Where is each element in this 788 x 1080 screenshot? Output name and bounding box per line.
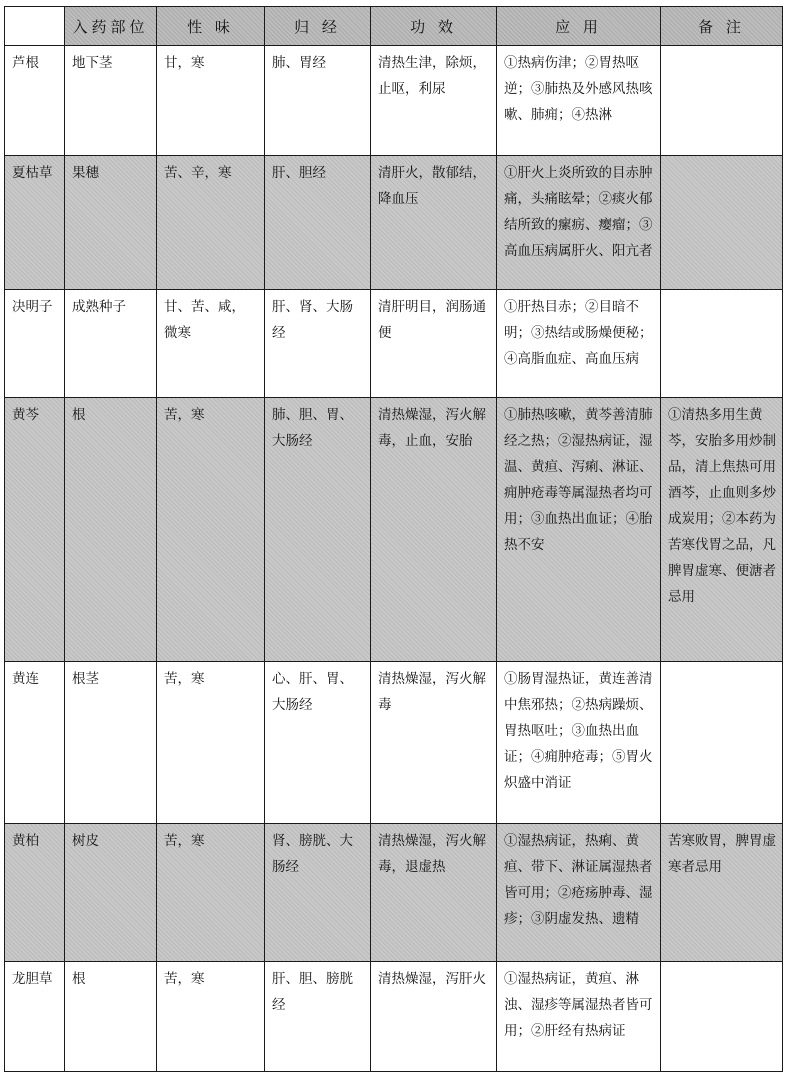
herb-name: 黄柏 bbox=[5, 824, 65, 962]
herb-note bbox=[661, 290, 783, 398]
header-application: 应 用 bbox=[497, 7, 661, 46]
herb-name: 芦根 bbox=[5, 46, 65, 156]
header-row bbox=[5, 7, 783, 46]
herb-application: ①肝热目赤；②目暗不明；③热结或肠燥便秘；④高脂血症、高血压病 bbox=[497, 290, 661, 398]
table-row bbox=[5, 662, 783, 824]
herb-note bbox=[661, 46, 783, 156]
herb-name: 决明子 bbox=[5, 290, 65, 398]
herb-note bbox=[661, 962, 783, 1072]
herb-effect: 清热生津，除烦，止呕，利尿 bbox=[371, 46, 497, 156]
herb-meridian: 肺、胃经 bbox=[265, 46, 371, 156]
herb-application: ①湿热病证，黄疸、淋浊、湿疹等属湿热者皆可用；②肝经有热病证 bbox=[497, 962, 661, 1072]
herb-application: ①肠胃湿热证，黄连善清中焦邪热；②热病躁烦、胃热呕吐；③血热出血证；④痈肿疮毒；⑤胃火炽盛中消证 bbox=[497, 662, 661, 824]
herb-name: 龙胆草 bbox=[5, 962, 65, 1072]
table-row bbox=[5, 824, 783, 962]
header-part: 入药部位 bbox=[65, 7, 157, 46]
header-effect: 功 效 bbox=[371, 7, 497, 46]
herb-meridian: 心、肝、胃、大肠经 bbox=[265, 662, 371, 824]
herb-part: 根 bbox=[65, 398, 157, 662]
herb-taste: 苦，寒 bbox=[157, 824, 265, 962]
herb-effect: 清热燥湿，泻火解毒，止血，安胎 bbox=[371, 398, 497, 662]
herb-taste: 甘、苦、咸，微寒 bbox=[157, 290, 265, 398]
header-meridian: 归 经 bbox=[265, 7, 371, 46]
herb-note bbox=[661, 662, 783, 824]
herb-meridian: 肾、膀胱、大肠经 bbox=[265, 824, 371, 962]
header-note: 备 注 bbox=[661, 7, 783, 46]
table-row bbox=[5, 398, 783, 662]
herb-table bbox=[4, 6, 783, 1072]
herb-effect: 清热燥湿，泻肝火 bbox=[371, 962, 497, 1072]
table-row bbox=[5, 962, 783, 1072]
herb-effect: 清肝明目，润肠通便 bbox=[371, 290, 497, 398]
herb-part: 地下茎 bbox=[65, 46, 157, 156]
herb-taste: 甘，寒 bbox=[157, 46, 265, 156]
herb-name: 黄连 bbox=[5, 662, 65, 824]
herb-taste: 苦，寒 bbox=[157, 662, 265, 824]
herb-meridian: 肺、胆、胃、大肠经 bbox=[265, 398, 371, 662]
herb-effect: 清热燥湿，泻火解毒，退虚热 bbox=[371, 824, 497, 962]
herb-meridian: 肝、胆经 bbox=[265, 156, 371, 290]
herb-application: ①热病伤津；②胃热呕逆；③肺热及外感风热咳嗽、肺痈；④热淋 bbox=[497, 46, 661, 156]
herb-application: ①肺热咳嗽，黄芩善清肺经之热；②湿热病证，湿温、黄疸、泻痢、淋证、痈肿疮毒等属湿热者均可用；③血热出血证；④胎热不安 bbox=[497, 398, 661, 662]
herb-part: 根茎 bbox=[65, 662, 157, 824]
herb-name: 黄芩 bbox=[5, 398, 65, 662]
herb-part: 果穗 bbox=[65, 156, 157, 290]
herb-application: ①湿热病证，热痢、黄疸、带下、淋证属湿热者皆可用；②疮疡肿毒、湿疹；③阴虚发热、遗精 bbox=[497, 824, 661, 962]
herb-part: 树皮 bbox=[65, 824, 157, 962]
herb-meridian: 肝、胆、膀胱经 bbox=[265, 962, 371, 1072]
herb-effect: 清热燥湿，泻火解毒 bbox=[371, 662, 497, 824]
herb-taste: 苦、辛，寒 bbox=[157, 156, 265, 290]
table-row bbox=[5, 156, 783, 290]
table-row bbox=[5, 290, 783, 398]
header-taste: 性 味 bbox=[157, 7, 265, 46]
herb-taste: 苦，寒 bbox=[157, 962, 265, 1072]
herb-note: ①清热多用生黄芩，安胎多用炒制品，清上焦热可用酒芩，止血则多炒成炭用；②本药为苦寒伐胃之品，凡脾胃虚寒、便溏者忌用 bbox=[661, 398, 783, 662]
herb-application: ①肝火上炎所致的目赤肿痛，头痛眩晕；②痰火郁结所致的瘰疬、瘿瘤；③高血压病属肝火、阳亢者 bbox=[497, 156, 661, 290]
herb-effect: 清肝火，散郁结，降血压 bbox=[371, 156, 497, 290]
herb-part: 根 bbox=[65, 962, 157, 1072]
herb-meridian: 肝、肾、大肠经 bbox=[265, 290, 371, 398]
herb-note bbox=[661, 156, 783, 290]
herb-note: 苦寒败胃，脾胃虚寒者忌用 bbox=[661, 824, 783, 962]
herb-part: 成熟种子 bbox=[65, 290, 157, 398]
table-row bbox=[5, 46, 783, 156]
header-name bbox=[5, 7, 65, 46]
herb-name: 夏枯草 bbox=[5, 156, 65, 290]
herb-taste: 苦，寒 bbox=[157, 398, 265, 662]
